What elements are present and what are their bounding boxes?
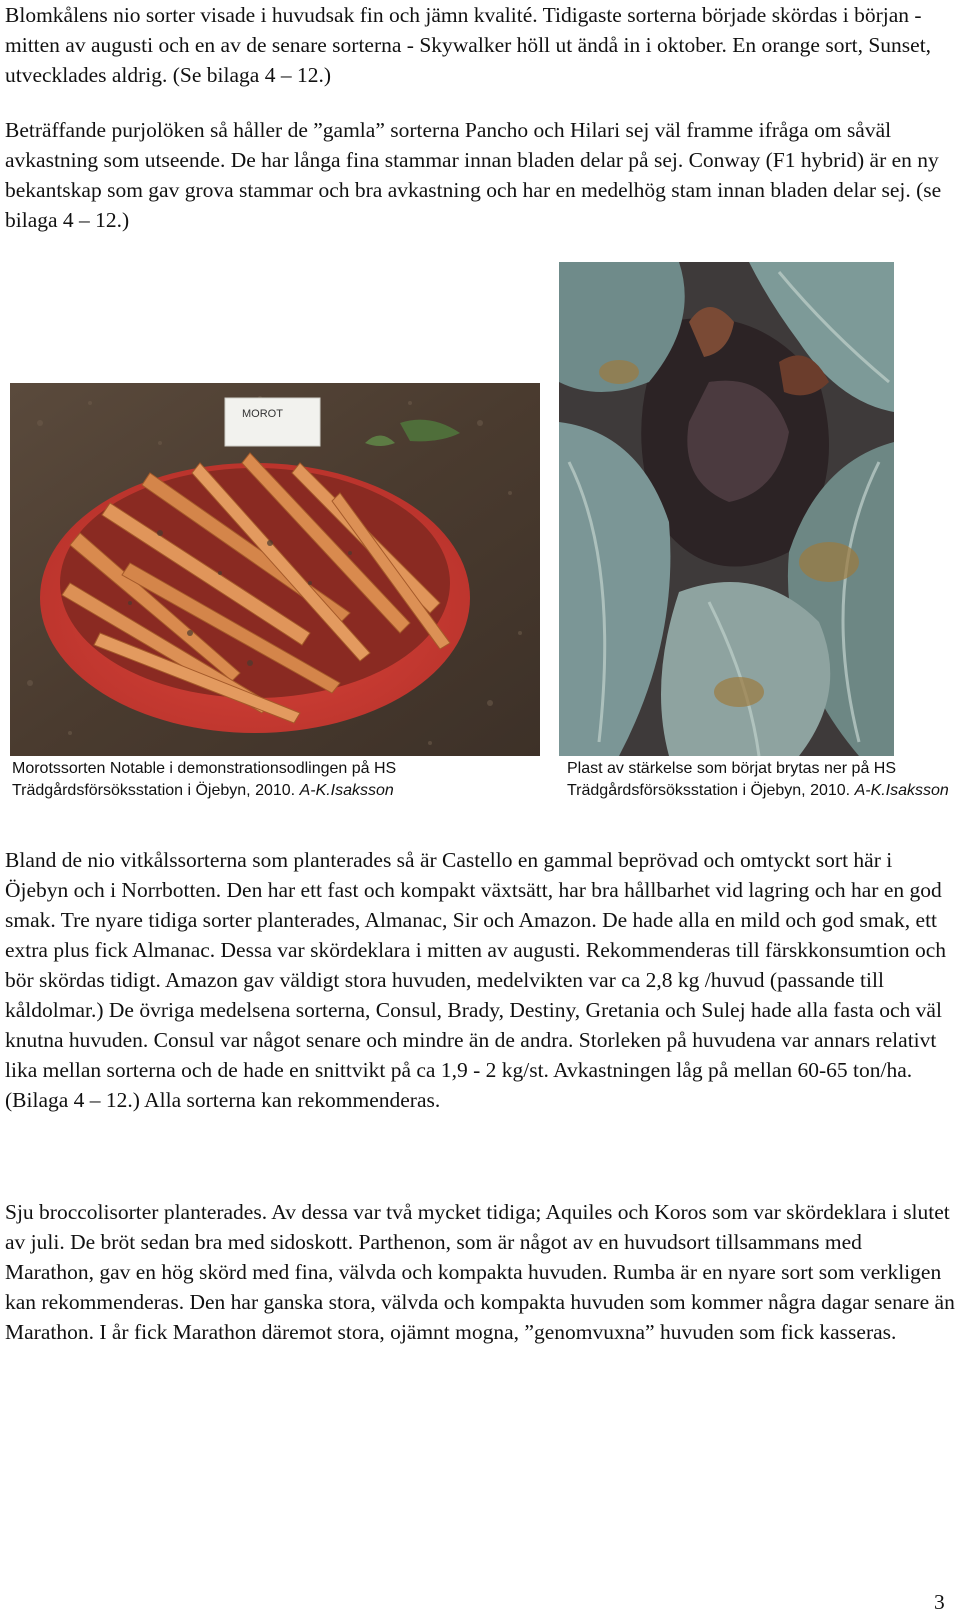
paragraph-white-cabbage: Bland de nio vitkålssorterna som planterades så är Castello en gammal beprövad och omtyckt sort här i Öjebyn och i Norrbotten. Den har ett fast och kompakt växtsätt, har bra hållbarhet vid lagring och har en god smak. Tre nyare tidiga sorter planterades, Almanac, Sir och Amazon. De hade alla en mild och god smak, ett extra plus fick Almanac. Dessa var skördeklara i mitten av augusti. Rekommenderas till färskkonsumtion och bör skördas tidigt. Amazon gav väldigt stora huvuden, medelvikten var ca 2,8 kg /huvud (passande till kåldolmar.) De övriga medelsena sorterna, Consul, Brady, Destiny, Gretania och Sulej hade alla fasta och väl knutna huvuden. Consul var något senare och mindre än de andra. Storleken på huvudena var annars relativt lika mellan sorterna och de hade en snittvikt på ca 1,9 - 2 kg/st. Avkastningen låg på mellan 60-65 ton/ha. (Bilaga 4 – 12.) Alla sorterna kan rekommenderas. — [5, 848, 946, 1112]
paragraph-cauliflower: Blomkålens nio sorter visade i huvudsak fin och jämn kvalité. Tidigaste sorterna började skördas i början - mitten av augusti och en av de senare sorterna - Skywalker höll ut ändå in i oktober. En orange sort, Sunset, utvecklades aldrig. (Se bilaga 4 – 12.) — [5, 3, 932, 87]
paragraph-leek: Beträffande purjolöken så håller de ”gamla” sorterna Pancho och Hilari sej väl framme ifråga om såväl avkastning som utseende. De har långa fina stammar innan bladen delar på sej. Conway (F1 hybrid) är en ny bekantskap som gav grova stammar och bra avkastning och har en medelhög stam innan bladen delar sej. (se bilaga 4 – 12.) — [5, 118, 942, 232]
carrots-photo — [10, 383, 540, 756]
plastic-caption — [567, 758, 952, 802]
plastic-cabbage-photo — [559, 262, 894, 756]
plastic-caption-text: Plast av stärkelse som börjat brytas ner på HS Trädgårdsförsöksstation i Öjebyn, 2010. — [567, 760, 897, 799]
page-number: 3 — [934, 1590, 945, 1614]
carrots-caption-credit: A-K.Isaksson — [299, 782, 394, 799]
paragraph-broccoli: Sju broccolisorter planterades. Av dessa var två mycket tidiga; Aquiles och Koros som var skördeklara i slutet av juli. De bröt sedan bra med sidoskott. Parthenon, som är något av en huvudsort tillsammans med Marathon, gav en hög skörd med fina, välvda och kompakta huvuden. Rumba är en nyare sort som verkligen kan rekommenderas. Den har ganska stora, välvda och kompakta huvuden som kommer några dagar senare än Marathon. I år fick Marathon däremot stora, ojämnt mogna, ”genomvuxna” huvuden som fick kasseras. — [5, 1200, 955, 1344]
carrot-label-sign: MOROT — [242, 408, 283, 420]
carrots-caption-text: Morotssorten Notable i demonstrationsodlingen på HS Trädgårdsförsöksstation i Öjebyn, 2010. — [12, 760, 397, 799]
plastic-caption-credit: A-K.Isaksson — [854, 782, 949, 799]
carrots-caption — [12, 758, 552, 802]
